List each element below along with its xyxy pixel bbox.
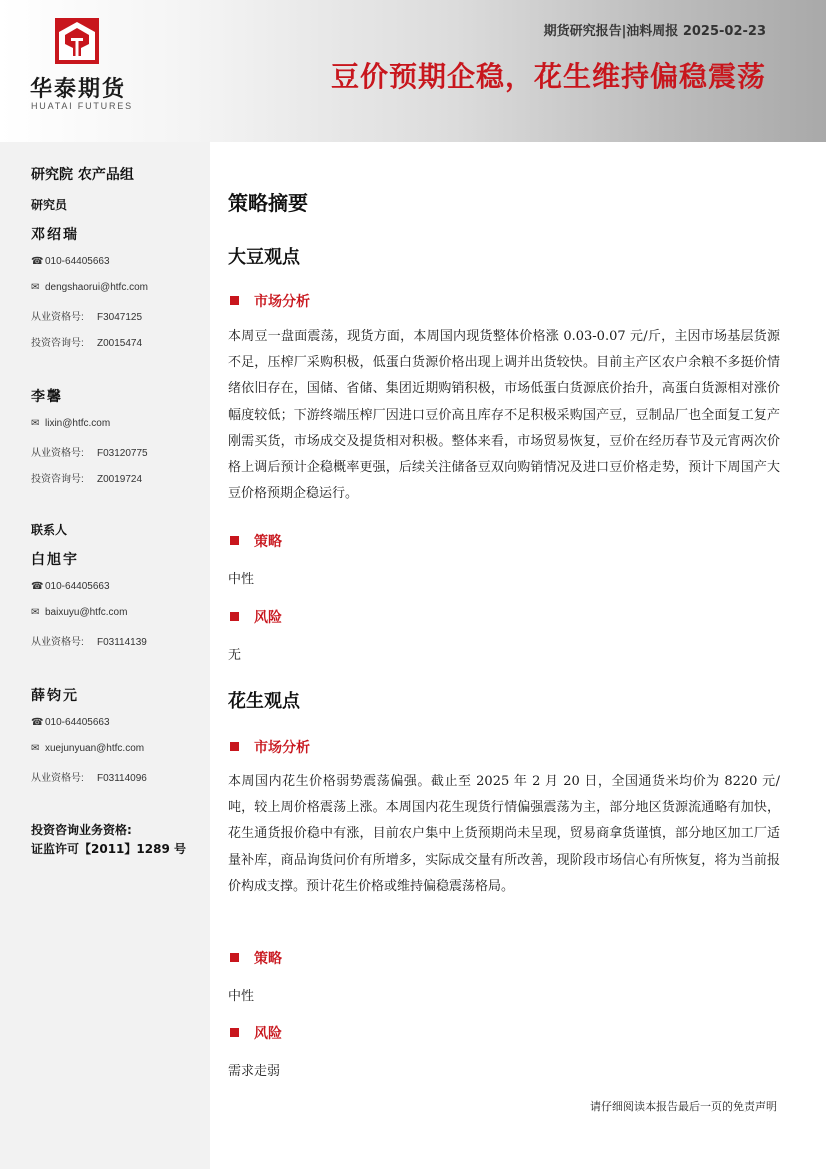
researcher-email[interactable]: ✉ dengshaorui@htfc.com (31, 282, 148, 293)
soybean-section-title: 大豆观点 (228, 247, 300, 268)
bullet-square-icon (230, 536, 239, 545)
bullet-square-icon (230, 742, 239, 751)
researcher-label: 研究员 (31, 198, 68, 212)
logo-chinese-name: 华泰期货 (30, 77, 127, 102)
peanut-risk-heading: 风险 (230, 1023, 282, 1043)
logo-english-name: HUATAI FUTURES (31, 101, 133, 111)
soybean-market-text: 本周豆一盘面震荡，现货方面，本周国内现货整体价格涨 0.03-0.07 元/斤，主因市场基层货源不足，压榨厂采购积极，低蛋白货源价格出现上调并出货较快。目前主产区农户余粮不多挺价情绪依旧存在，国储、省储、集团近期购销积极，市场低蛋白货源底价抬升，高蛋白货源相对涨价幅度较低；下游终端压榨厂因进口豆价高且库存不足积极采购国产豆，豆制品厂也全面复工复产刚需买货，市场成交及提货相对积极。整体来看，市场贸易恢复，豆价在经历春节及元宵两次价格上调后预计企稳概率更强，后续关注储备豆双向购销情况及进口豆价格走势，预计下周国产大豆价格预期企稳运行。 (228, 329, 780, 502)
peanut-market-text: 本周国内花生价格弱势震荡偏强。截止至 2025 年 2 月 20 日，全国通货米均价为 8220 元/吨，较上周价格震荡上涨。本周国内花生现货行情偏强震荡为主，部分地区货源流通略有加快，花生通货报价稳中有涨，目前农户集中上货预期尚未呈现，贸易商拿货谨慎，部分地区加工厂适量补库，商品询货问价有所增多，实际成交量有所改善，现阶段市场信心有所恢复，将为当前报价构成支撑。预计花生价格或维持偏稳震荡格局。 (228, 774, 780, 894)
bullet-square-icon (230, 296, 239, 305)
huatai-logo-icon (55, 18, 99, 64)
license-label: 投资咨询业务资格: (31, 823, 132, 837)
researcher-phone: ☎ 010-64405663 (31, 256, 110, 267)
soybean-risk-heading: 风险 (230, 607, 282, 627)
contact-name: 薛钧元 (31, 688, 79, 704)
email-icon: ✉ (31, 282, 40, 293)
researcher-email[interactable]: ✉ lixin@htfc.com (31, 418, 111, 429)
soybean-strategy-value: 中性 (228, 572, 255, 587)
contact-label: 联系人 (31, 523, 68, 537)
bullet-square-icon (230, 612, 239, 621)
peanut-strategy-value: 中性 (228, 989, 255, 1004)
report-meta: 期货研究报告|油料周报 2025-02-23 (543, 24, 766, 39)
strategy-summary-title: 策略摘要 (228, 191, 308, 215)
contact-email[interactable]: ✉ baixuyu@htfc.com (31, 607, 128, 618)
license-number: 证监许可【2011】1289 号 (31, 842, 186, 856)
bullet-square-icon (230, 953, 239, 962)
bullet-square-icon (230, 1028, 239, 1037)
soybean-risk-value: 无 (228, 648, 242, 663)
soybean-market-heading: 市场分析 (230, 291, 310, 311)
contact-email[interactable]: ✉ xuejunyuan@htfc.com (31, 743, 145, 754)
phone-icon: ☎ (31, 717, 44, 728)
author-sidebar (0, 142, 210, 1169)
contact-name: 白旭宇 (31, 552, 79, 568)
peanut-risk-value: 需求走弱 (228, 1064, 281, 1079)
report-title: 豆价预期企稳，花生维持偏稳震荡 (330, 60, 766, 93)
peanut-strategy-heading: 策略 (230, 948, 282, 968)
peanut-market-heading: 市场分析 (230, 737, 310, 757)
contact-cert: 从业资格号: F03114139 (31, 637, 147, 648)
researcher-cert: 从业资格号: F03120775 (31, 448, 148, 459)
phone-icon: ☎ (31, 256, 44, 267)
researcher-consult: 投资咨询号: Z0015474 (31, 338, 143, 349)
soybean-strategy-heading: 策略 (230, 531, 282, 551)
phone-icon: ☎ (31, 581, 44, 592)
research-group: 研究院 农产品组 (31, 167, 134, 183)
contact-phone: ☎ 010-64405663 (31, 717, 110, 728)
contact-phone: ☎ 010-64405663 (31, 581, 110, 592)
peanut-section-title: 花生观点 (228, 691, 300, 712)
researcher-name: 邓绍瑞 (31, 227, 79, 243)
contact-cert: 从业资格号: F03114096 (31, 773, 147, 784)
researcher-name: 李馨 (31, 389, 63, 405)
disclaimer-note: 请仔细阅读本报告最后一页的免责声明 (590, 1100, 777, 1113)
email-icon: ✉ (31, 418, 40, 429)
email-icon: ✉ (31, 607, 40, 618)
email-icon: ✉ (31, 743, 40, 754)
researcher-consult: 投资咨询号: Z0019724 (31, 474, 143, 485)
report-header (0, 0, 826, 142)
researcher-cert: 从业资格号: F3047125 (31, 312, 143, 323)
